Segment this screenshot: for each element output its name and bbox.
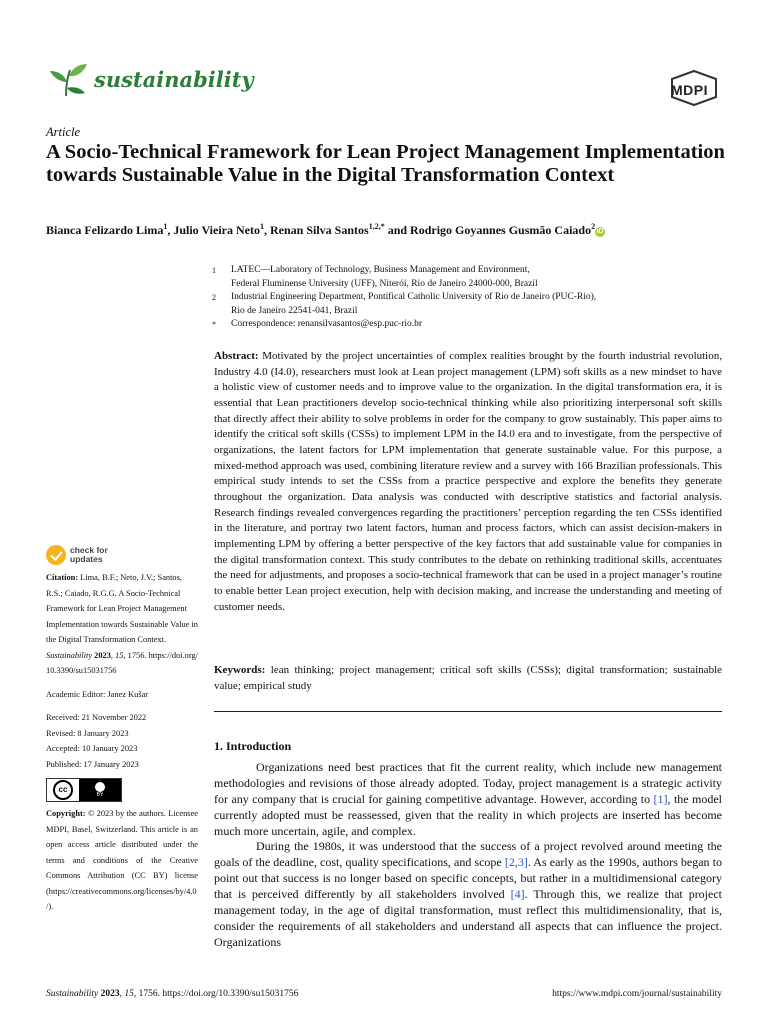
check-updates-icon	[46, 545, 66, 565]
citation-doi-link[interactable]: https://doi.org/10.3390/su15031756	[46, 650, 198, 675]
copyright-text: © 2023 by the authors. Licensee MDPI, Basel, Switzerland. This article is an open access article distributed under the terms and conditions of the Creative Commons Attribution (CC BY) license (https://creativecommons.org/licenses/by/4.0/).	[46, 809, 198, 911]
date-received: Received: 21 November 2022	[46, 713, 147, 722]
affiliation-line: Rio de Janeiro 22541-041, Brazil	[231, 305, 358, 316]
affiliation-item	[212, 291, 712, 318]
affiliations	[212, 264, 712, 332]
by-label: BY	[96, 792, 104, 798]
section-divider	[214, 711, 722, 712]
author-list	[46, 222, 746, 238]
affiliation-line: Industrial Engineering Department, Pontifical Catholic University of Rio de Janeiro (PUC-Rio),	[231, 292, 597, 302]
affiliation-mark: 2	[212, 293, 216, 302]
journal-name[interactable]: sustainability	[94, 67, 254, 92]
check-updates-line1: check for	[70, 545, 108, 555]
paragraph-text: During the 1980s, it was understood that the success of a project revolved around meeting the goals of the deadline, cost, quality specifications, and scope	[214, 839, 722, 870]
reference-link[interactable]: [4]	[510, 887, 525, 902]
affiliation-mark: 1	[212, 266, 216, 275]
footer-journal-url[interactable]: https://www.mdpi.com/journal/sustainability	[552, 989, 722, 999]
publisher-name: MDPI	[671, 82, 708, 98]
correspondence-email[interactable]: Correspondence: renansilvasantos@esp.puc-rio.br	[231, 319, 423, 329]
abstract-text: Motivated by the project uncertainties of complex realities brought by the fourth industrial revolution, Industry 4.0 (I4.0), researchers must look at Lean project management (LPM) soft skills as a new mindset to have a holistic view of customer needs and to improve value to the organization. In the digital transformation era, it is essential that Lean practitioners develop socio-technical thinking while also prioritizing interpersonal soft skills that directly affect their ability to solve problems in order for the company to grow sustainably. This paper aims to identify the critical soft skills (CSSs) to implement LPM in the I4.0 era and to investigate, from the perspective of organizations, the latent factors for LPM implementation that generate sustainable value. For this purpose, a mixed-method approach was used, combining literature review and a survey with 166 Brazilian professionals. This empirical study intends to set the CSSs from a practice perspective and explore the benefits they generate throughout the organization. Data analysis was conducted with descriptive statistics and factorial analysis. Research findings revealed convergences regarding the practitioners’ perception regarding the ten CSSs identified in the literature, and portray two latent factors, human and process factors, which can assist decision-makers in implementing LPM by offering a better perspective of the key factors that add sustainable value for companies in the digital transformation context. This study contributes to the debate on rethinking traditional skills, accentuates the need for adjustments, and proposes a socio-technical framework that can be used in a project manager’s routine to enable better Lean project execution, help with decision making, and increase the understanding and meeting of customer needs.	[214, 350, 722, 613]
affiliation-line: Federal Fluminense University (UFF), Niterói, Rio de Janeiro 24000-000, Brazil	[231, 278, 538, 289]
footer-year: 2023	[100, 989, 120, 999]
date-accepted: Accepted: 10 January 2023	[46, 744, 138, 753]
citation-year: 2023	[94, 650, 111, 660]
citation: Citation: Lima, B.F.; Neto, J.V.; Santos, R.S.; Caiado, R.G.G. A Socio-Technical Framework for Lean Project Management Implementation towards Sustainable Value in the Digital Transformation Context. Sustainability 2023, 15, 1756. https://doi.org/10.3390/su15031756	[46, 573, 198, 675]
publisher-logo[interactable]	[668, 69, 720, 107]
correspondence-item	[212, 318, 712, 332]
cc-by-license-badge[interactable]	[46, 778, 122, 802]
keywords-label: Keywords:	[214, 664, 266, 676]
attribution-icon	[95, 782, 105, 792]
reference-link[interactable]: [2,3]	[504, 855, 528, 870]
author-separator: ,	[263, 223, 270, 237]
keywords-text: lean thinking; project management; critical soft skills (CSSs); digital transformation; sustainable value; empirical study	[214, 664, 723, 692]
page-footer	[46, 989, 722, 999]
leaf-logo-icon	[46, 62, 90, 98]
author-name[interactable]: Rodrigo Goyannes Gusmão Caiado	[410, 223, 592, 237]
paragraph-text: . As early as the 1990s, authors began to point out that success is no longer based on specific concepts, but rather in a multidimensional category that is perceived differently by all stakeholders involved	[214, 855, 722, 902]
footer-journal: Sustainability	[46, 989, 99, 999]
paragraph	[214, 839, 722, 950]
author-affiliation-mark: 2	[591, 222, 596, 231]
correspondence-mark: *	[212, 320, 216, 329]
academic-editor: Academic Editor: Janez Kušar	[46, 689, 149, 699]
footer-citation: Sustainability 2023, 15, 1756. https://doi.org/10.3390/su15031756	[46, 989, 299, 999]
paragraph-text: Organizations need best practices that fit the current reality, which include new management methodologies and revisions of those already adopted. Today, project management is a strategic activity for any company that is crucial for gaining competitive advantage. However, according to	[214, 759, 722, 806]
abstract-label: Abstract:	[214, 350, 259, 362]
article-type: Article	[46, 125, 81, 139]
citation-label: Citation:	[46, 573, 79, 582]
footer-doi[interactable]: , 1756. https://doi.org/10.3390/su15031756	[133, 989, 299, 999]
author-name[interactable]: Renan Silva Santos	[269, 223, 369, 237]
citation-pages: 1756.	[127, 650, 147, 660]
keywords	[214, 663, 722, 694]
paragraph-text: , the model currently adopted must be reassessed, given that the reality in which projects are inserted has become much more uncertain, agile, and complex.	[214, 791, 722, 838]
check-updates-line2: updates	[70, 554, 103, 564]
author-and: and	[384, 223, 411, 237]
author-affiliation-mark: 1,2,*	[368, 222, 385, 231]
article-title: A Socio-Technical Framework for Lean Project Management Implementation towards Sustainable Value in the Digital Transformation Context	[46, 141, 725, 186]
section-heading: 1. Introduction	[214, 739, 292, 753]
sidebar	[46, 542, 198, 915]
citation-text: Lima, B.F.; Neto, J.V.; Santos, R.S.; Caiado, R.G.G. A Socio-Technical Framework for Lean Project Management Implementation towards Sustainable Value in the Digital Transformation Context.	[46, 573, 198, 644]
affiliation-line: LATEC—Laboratory of Technology, Business Management and Environment,	[231, 265, 530, 275]
orcid-icon[interactable]: iD	[596, 228, 604, 235]
copyright	[46, 806, 198, 915]
reference-link[interactable]: [1]	[653, 791, 668, 806]
author-name[interactable]: Julio Vieira Neto	[173, 223, 260, 237]
abstract	[214, 349, 722, 615]
author-affiliation-mark: 1	[163, 222, 168, 231]
paragraph-text: . Through this, we realize that project management today, in the age of digital transformation, must reflect this multidimensionality, that is, consider the requirements of all stakeholders and understand all aspects that can influence the project. Organizations	[214, 887, 723, 949]
date-published: Published: 17 January 2023	[46, 759, 139, 769]
author-separator: ,	[167, 223, 174, 237]
footer-volume: 15	[124, 989, 134, 999]
citation-journal: Sustainability	[46, 650, 93, 660]
author-affiliation-mark: 1	[259, 222, 264, 231]
paragraph	[214, 760, 722, 840]
affiliation-item	[212, 264, 712, 291]
cc-icon: cc	[53, 780, 73, 800]
citation-volume: 15	[115, 650, 124, 660]
check-for-updates-button[interactable]	[46, 542, 198, 568]
copyright-label: Copyright:	[46, 809, 86, 818]
introduction-section	[214, 739, 722, 951]
author-name[interactable]: Bianca Felizardo Lima	[46, 223, 164, 237]
date-revised: Revised: 8 January 2023	[46, 728, 129, 738]
